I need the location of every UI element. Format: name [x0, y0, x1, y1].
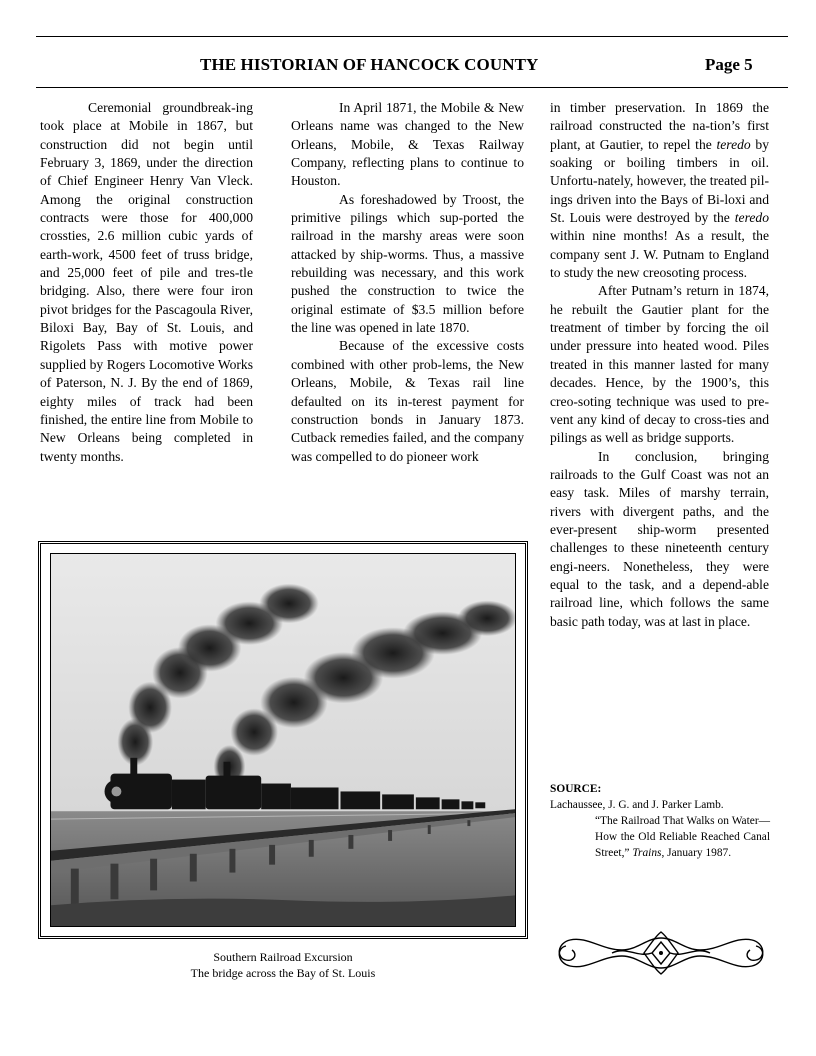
- source-heading: SOURCE:: [550, 783, 602, 795]
- caption-line: Southern Railroad Excursion: [213, 950, 353, 964]
- source-title: [550, 813, 770, 861]
- paragraph: Ceremonial groundbreak-ing took place at Mobile in 1867, but construction did not begin until February 3, 1869, under the direction of Chief Engineer Henry Van Vleck. Among the original construction contracts were those for 400,000 crossties, 2.6 million cubic yards of earth-work, 4500 feet of truss bridge, and 25,000 feet of pile and tres-tle bridging. Also, there were four iron pivot bridges for the Pascagoula River, Biloxi Bay, Bay of St. Louis, and Rigolets Pass with motive power supplied by Rogers Locomotive Works of Paterson, N. J. By the end of 1869, eighty miles of track had been finished, the entire line from Mobile to New Orleans being completed in twenty months.: [40, 100, 253, 464]
- text-run: within nine months! As a result, the company sent J. W. Putnam to England to study the new creosoting process.: [550, 228, 769, 281]
- newsletter-title: THE HISTORIAN OF HANCOCK COUNTY: [200, 55, 539, 74]
- decorative-flourish-icon: [552, 928, 770, 978]
- page-number: Page 5: [705, 55, 753, 74]
- text-run: in timber preservation. In 1869 the railroad constructed the na-tion’s first plant, at Gautier, to repel the: [550, 100, 769, 152]
- article-column-2: [291, 99, 524, 466]
- article-column-1: [40, 99, 253, 466]
- photo-frame: [38, 541, 528, 939]
- source-journal: Trains: [632, 847, 662, 859]
- paragraph: [550, 99, 769, 282]
- paragraph: In April 1871, the Mobile & New Orleans name was changed to the New Orleans, Mobile, & Texas Railway Company, reflecting plans to continue to Houston.: [291, 100, 524, 189]
- railroad-bridge-photo: [50, 553, 516, 927]
- source-citation: [550, 781, 770, 861]
- italic-term: teredo: [734, 210, 769, 226]
- source-reference: [550, 797, 770, 861]
- article-column-3: [550, 99, 769, 631]
- source-date: , January 1987.: [661, 847, 732, 859]
- paragraph: In conclusion, bringing railroads to the Gulf Coast was not an easy task. Miles of marshy terrain, rivers with divergent paths, and the ever-present ship-worm presented challenges to these nineteenth century engi-neers. Nonetheless, they were equal to the task, and a depend-able railroad line, which follows the same basic path today, was at last in place.: [550, 448, 769, 629]
- source-article-title: “The Railroad That Walks on Water—How the Old Reliable Reached Canal Street,”: [595, 815, 770, 859]
- header-top-rule: [36, 36, 788, 37]
- source-authors: Lachaussee, J. G. and J. Parker Lamb.: [550, 799, 724, 811]
- paragraph: As foreshadowed by Troost, the primitive pilings which sup-ported the railroad in the marshy areas were soon attacked by ship-worms. Thus, a massive rebuilding was necessary, and this work pushed the construction to twice the original estimate of $3.5 million before the line was opened in late 1870.: [291, 191, 524, 336]
- photo-illustration: [51, 554, 515, 926]
- italic-term: teredo: [716, 136, 751, 152]
- photo-caption: [38, 949, 528, 981]
- text-run: by soaking or boiling timbers in oil. Unfortu-nately, however, the treated pil-ings driven into the Bays of Bi-loxi and St. Louis were destroyed by the: [550, 136, 770, 226]
- caption-line: The bridge across the Bay of St. Louis: [190, 966, 376, 980]
- paragraph: Because of the excessive costs combined with other prob-lems, the New Orleans, Mobile, & Texas rail line defaulted on its in-terest payment for construction bonds in January 1873. Cutback remedies failed, and the company was compelled to do pioneer work: [291, 338, 524, 464]
- paragraph: After Putnam’s return in 1874, he rebuilt the Gautier plant for the treatment of timber by forcing the oil under pressure into heated wood. Piles treated in this manner lasted for many decades. Hence, by the 1900’s, this creo-soting technique was used to pre-vent any kind of decay to cross-ties and pilings as well as bridge supports.: [550, 283, 769, 446]
- header-bottom-rule: [36, 87, 788, 88]
